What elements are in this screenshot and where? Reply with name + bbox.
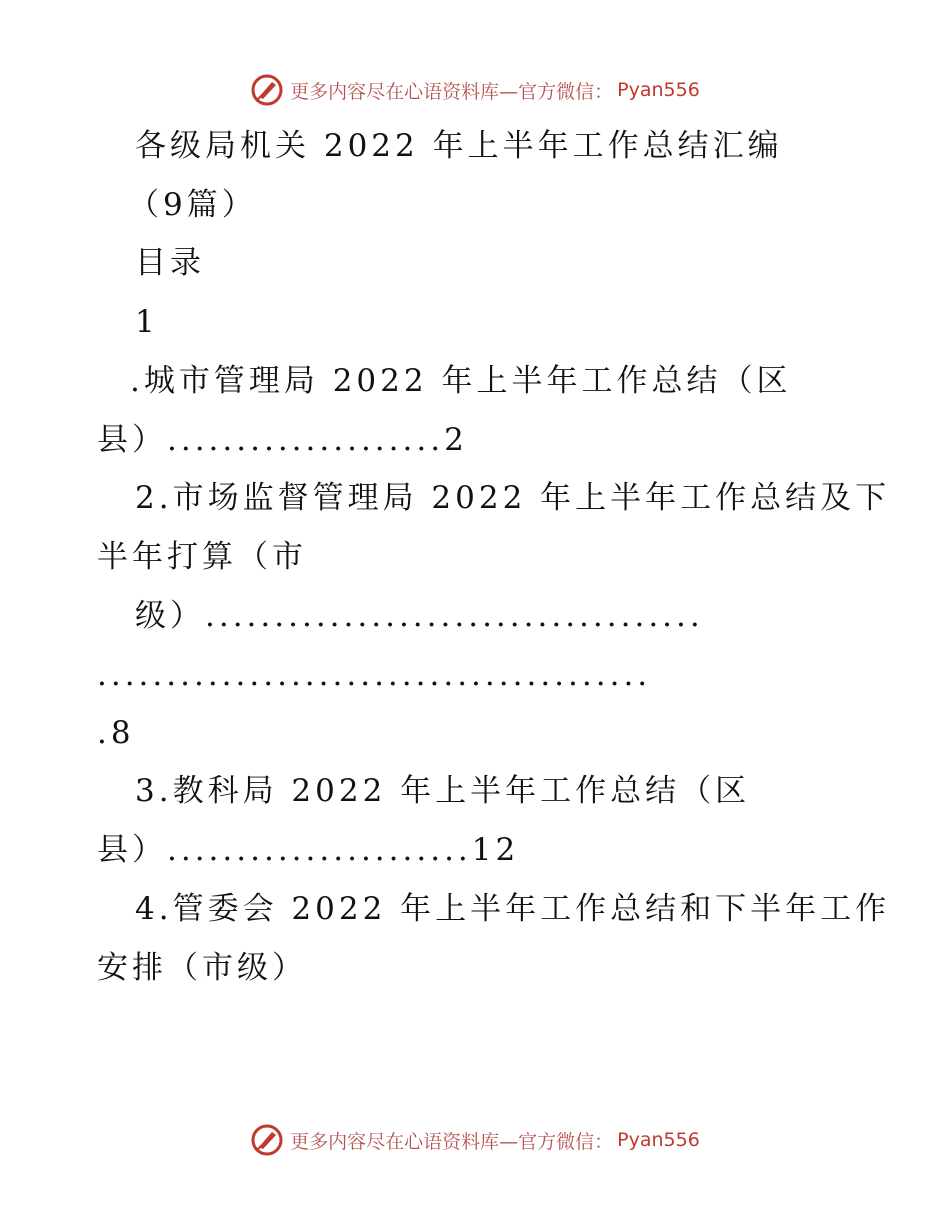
document-title: 各级局机关 2022 年上半年工作总结汇编	[135, 128, 783, 164]
toc-line: 半年打算（市	[97, 539, 307, 575]
watermark-text: 更多内容尽在心语资料库—官方微信：	[290, 1130, 614, 1153]
toc-line: .8	[97, 715, 135, 751]
header-watermark-banner	[0, 70, 950, 110]
toc-line: 县）....................2	[97, 422, 468, 458]
watermark-wechat-id: Pyan556	[617, 1129, 700, 1151]
quill-logo-icon	[250, 1123, 284, 1157]
toc-line: 1	[135, 304, 159, 340]
toc-line: 4.管委会 2022 年上半年工作总结和下半年工作	[135, 891, 891, 927]
watermark-wechat-id: Pyan556	[617, 79, 700, 101]
toc-line: .城市管理局 2022 年上半年工作总结（区	[130, 363, 792, 399]
toc-line: ........................................	[97, 657, 652, 693]
toc-line: 3.教科局 2022 年上半年工作总结（区	[135, 773, 751, 809]
toc-line: 县）......................12	[97, 832, 520, 868]
toc-line: 级）....................................	[135, 598, 704, 634]
toc-line: 安排（市级）	[97, 950, 307, 986]
footer-watermark-banner	[0, 1120, 950, 1160]
watermark-text: 更多内容尽在心语资料库—官方微信：	[290, 80, 614, 103]
quill-logo-icon	[250, 73, 284, 107]
toc-line: 2.市场监督管理局 2022 年上半年工作总结及下	[135, 480, 891, 516]
document-subtitle: （9篇）	[128, 187, 257, 223]
toc-heading: 目录	[135, 245, 205, 281]
